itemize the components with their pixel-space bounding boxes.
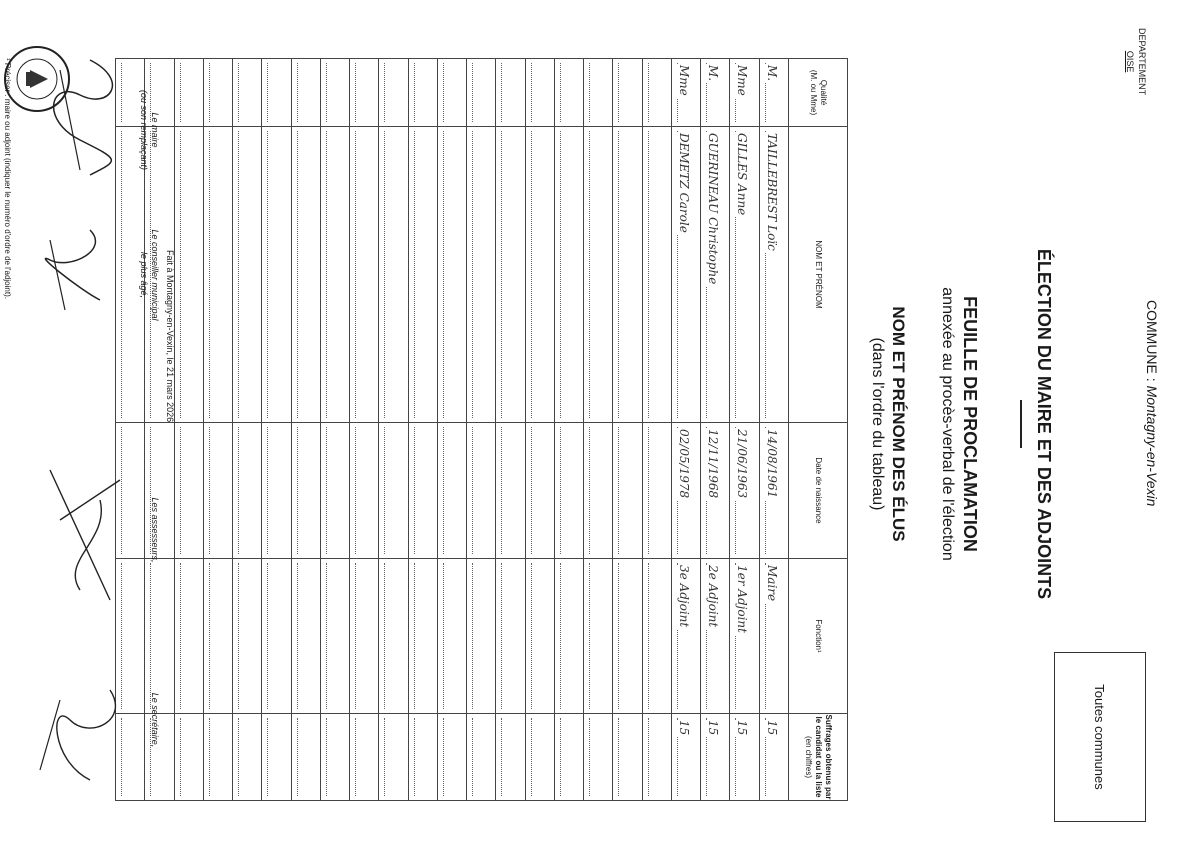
nom-elus-heading: NOM ET PRÉNOM DES ÉLUS	[889, 306, 908, 542]
signature-maire-label: Le maire (ou son remplaçant)	[139, 89, 160, 171]
fait-a-line: Fait à Montagny-en-Vexin, le 21 mars 2026	[165, 250, 175, 423]
header-qualite: Qualité (M. ou Mme)	[789, 59, 848, 127]
cell-suffrages: 15	[701, 714, 730, 801]
cell-qualite: M.	[701, 59, 730, 127]
signature-secretaire-label: Le secrétaire,	[150, 692, 160, 748]
signature-assesseurs-label: Les assesseurs,	[150, 497, 160, 563]
cell-fonction: 1er Adjoint	[730, 559, 759, 714]
departement-name: OISE	[1125, 50, 1135, 73]
signature-conseiller-label: Le conseiller municipal le plus âgé,	[139, 229, 160, 321]
header-fonction: Fonction¹	[789, 559, 848, 714]
annexee-subtitle: annexée au procès-verbal de l'élection	[939, 287, 956, 561]
commune-label: COMMUNE :	[1144, 300, 1160, 386]
cell-nom: TAILLEBREST Loïc	[759, 127, 788, 423]
cell-date: 14/08/1961	[759, 423, 788, 559]
feuille-title: FEUILLE DE PROCLAMATION	[960, 296, 980, 552]
header-suffrages: Suffrages obtenus par le candidat ou la liste (en chiffres)	[789, 714, 848, 801]
cell-nom: GUERINEAU Christophe	[701, 127, 730, 423]
page-title: ÉLECTION DU MAIRE ET DES ADJOINTS	[1034, 248, 1054, 600]
cell-date: 02/05/1978	[672, 423, 701, 559]
cell-date: 21/06/1963	[730, 423, 759, 559]
cell-fonction: 3e Adjoint	[672, 559, 701, 714]
cell-suffrages: 15	[730, 714, 759, 801]
cell-fonction: 2e Adjoint	[701, 559, 730, 714]
cell-qualite: Mme	[672, 59, 701, 127]
header-nom: NOM ET PRÉNOM	[789, 127, 848, 423]
cell-qualite: M.	[759, 59, 788, 127]
footnote: ¹ Préciser : maire ou adjoint (indiquer le numéro d'ordre de l'adjoint).	[3, 58, 12, 299]
header-date: Date de naissance	[789, 423, 848, 559]
cell-nom: DEMETZ Carole	[672, 127, 701, 423]
ordre-subheading: (dans l'ordre du tableau)	[869, 337, 886, 511]
cell-date: 12/11/1968	[701, 423, 730, 559]
cell-suffrages: 15	[759, 714, 788, 801]
commune-name: Montagny-en-Vexin	[1144, 385, 1160, 507]
cell-suffrages: 15	[672, 714, 701, 801]
cell-qualite: Mme	[730, 59, 759, 127]
toutes-communes-text: Toutes communes	[1092, 684, 1108, 790]
cell-fonction: Maire	[759, 559, 788, 714]
cell-nom: GILLES Anne	[730, 127, 759, 423]
departement-label: DEPARTEMENT	[1137, 28, 1147, 96]
